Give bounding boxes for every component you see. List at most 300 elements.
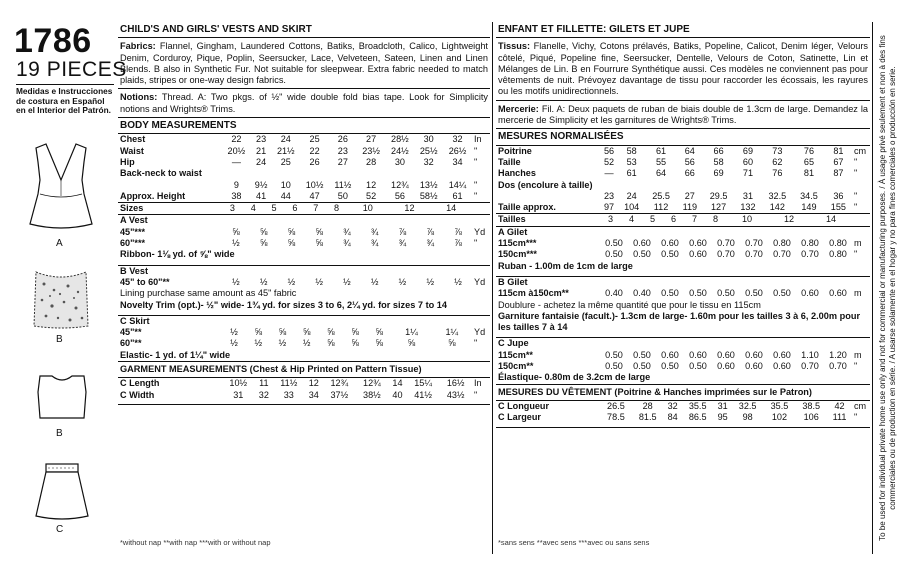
fabrics-text: Flannel, Gingham, Laundered Cottons, Batiks, Broadcloth, Calico, Lightweight Denim, Corduroy, Pique, Poplin, Seersucker, Lace, Velveteen, Sateen, Linen and Linen Blends. B also in Synthetic Fur. Not suitable for sleepwear. Extra fabric needed to match plaids, stripes or one-way design fabrics. bbox=[120, 41, 488, 86]
body-measurements-cell: 27 bbox=[684, 190, 695, 201]
body-measurements-cell: 26 bbox=[309, 156, 320, 167]
body-measurements-unit: " bbox=[854, 168, 858, 179]
body-measurements-cell: 61 bbox=[452, 190, 463, 201]
view-a-yardage-cell: 0.60 bbox=[661, 238, 679, 249]
garment-measurements-cell: 84 bbox=[667, 412, 678, 423]
view-b-yardage-row bbox=[496, 288, 870, 299]
view-c-yardage-cell: ⅝ bbox=[375, 338, 384, 349]
view-b-yardage-unit: m bbox=[854, 288, 862, 299]
body-measurements-cell: 25 bbox=[280, 156, 291, 167]
body-measurements-unit: " bbox=[474, 179, 478, 190]
sizes-unit bbox=[472, 203, 490, 214]
body-measurements-cell: 31 bbox=[742, 190, 754, 201]
view-a-yardage-cell: ⅞ bbox=[398, 226, 407, 237]
view-a-yardage-row bbox=[496, 238, 870, 249]
notions bbox=[496, 101, 870, 129]
body-measurements-cell bbox=[385, 168, 414, 179]
body-measurements-cell: 32 bbox=[423, 156, 434, 167]
body-measurements-cell: 64 bbox=[655, 168, 667, 179]
body-measurements-cell bbox=[251, 168, 272, 179]
view-a-yardage-cell: 0.70 bbox=[717, 249, 735, 260]
garment-measurements-heading: MESURES DU VÊTEMENT (Poitrine & Hanches imprimées sur le Patron) bbox=[496, 384, 870, 401]
body-measurements-row bbox=[496, 191, 870, 202]
view-c-yardage-cell: 0.70 bbox=[829, 361, 847, 372]
view-b-yardage-cell: 0.50 bbox=[661, 288, 679, 299]
body-measurements-cell bbox=[600, 180, 618, 191]
body-measurements-cell: 21 bbox=[256, 145, 267, 156]
view-c-yardage-cell: ⅝ bbox=[254, 327, 263, 338]
view-a-yardage-cell: 0.70 bbox=[717, 238, 735, 249]
body-measurements-cell: 23½ bbox=[362, 145, 380, 156]
garment-measurements-heading: GARMENT MEASUREMENTS (Chest & Hip Printed on Pattern Tissue) bbox=[118, 361, 490, 378]
view-c-heading: C Skirt bbox=[120, 315, 150, 326]
body-measurements-cell bbox=[443, 168, 472, 179]
garment-measurements-cell: 28 bbox=[642, 400, 653, 411]
view-c-yardage-row-label: 150cm** bbox=[498, 361, 534, 372]
body-measurements-table bbox=[496, 146, 870, 214]
view-c-yardage-cell: 0.60 bbox=[717, 349, 735, 360]
body-measurements-cell: 71 bbox=[742, 168, 754, 179]
body-measurements-cell bbox=[329, 168, 357, 179]
body-measurements-cell: 27 bbox=[366, 134, 377, 145]
view-a-yardage-unit: Yd bbox=[474, 226, 486, 237]
garment-measurements-row-label: C Width bbox=[120, 389, 155, 400]
view-a-yardage-cell: 0.80 bbox=[801, 238, 819, 249]
body-measurements-cell: 25½ bbox=[419, 145, 438, 156]
usage-notice-text: To be used for individual private home use only and not for commercial or manufacturing purposes. / À usage privé seulement et non à des fins commerciales ou de production en série. / A usarse solamente en el hogar y no para fines comerciales o producción en serie. bbox=[878, 35, 897, 541]
view-b-yardage-cell: ½ bbox=[454, 276, 462, 287]
body-measurements-cell: 52 bbox=[603, 156, 615, 167]
sizes-row bbox=[118, 203, 490, 214]
body-measurements-row bbox=[118, 146, 490, 157]
body-measurements-cell: 20½ bbox=[227, 145, 246, 156]
size-cell: 10 bbox=[741, 214, 753, 225]
view-c-yardage-unit: " bbox=[474, 338, 478, 349]
size-cell: 14 bbox=[446, 203, 457, 214]
size-cell: 3 bbox=[229, 203, 235, 214]
body-measurements-cell bbox=[300, 168, 329, 179]
view-a-yardage-cell: ⅞ bbox=[426, 226, 435, 237]
body-measurements-cell bbox=[222, 168, 251, 179]
view-b-yardage-cell: 0.40 bbox=[633, 288, 651, 299]
body-measurements-cell: 64 bbox=[684, 145, 695, 156]
body-measurements-cell bbox=[357, 168, 386, 179]
size-cell: 3 bbox=[607, 214, 614, 225]
view-c-label: C bbox=[56, 524, 64, 535]
garment-measurements-cell: 12¾ bbox=[363, 378, 381, 389]
body-measurements-cell bbox=[762, 180, 794, 191]
view-c-yardage-row bbox=[496, 350, 870, 361]
view-c-yardage-table bbox=[496, 350, 870, 373]
body-measurements-cell: 26 bbox=[337, 134, 348, 145]
fabrics-label: Tissus: bbox=[498, 41, 530, 52]
body-measurements-cell: 73 bbox=[772, 145, 783, 156]
view-a-yardage-cell: 0.80 bbox=[773, 238, 791, 249]
garment-measurements-cell: 12¾ bbox=[330, 378, 349, 389]
garment-measurements-cell: 43½ bbox=[446, 389, 465, 400]
body-measurements-row bbox=[118, 180, 490, 191]
garment-measurements-cell: 35.5 bbox=[770, 400, 789, 411]
view-b-yardage-cell: 0.50 bbox=[745, 288, 763, 299]
view-c-yardage-cell: 0.50 bbox=[605, 349, 623, 360]
size-cell: 14 bbox=[825, 214, 837, 225]
body-measurements-cell: 66 bbox=[684, 168, 695, 179]
view-c-yardage-cell: ⅝ bbox=[407, 338, 416, 349]
body-measurements-cell: 47 bbox=[309, 190, 320, 201]
view-c-yardage-unit: Yd bbox=[474, 327, 486, 338]
body-measurements-row-label: Back-neck to waist bbox=[120, 168, 202, 179]
notions-text: Thread. A: Two pkgs. of ½" wide double fold bias tape. Look for Simplicity notions and Wrights® Trims. bbox=[120, 92, 489, 114]
divider bbox=[118, 404, 490, 405]
size-cell: 10 bbox=[362, 203, 373, 214]
view-c-yardage-table bbox=[118, 327, 490, 350]
body-measurements-row bbox=[118, 134, 490, 145]
body-measurements-cell: 23 bbox=[337, 145, 348, 156]
body-measurements-cell: 25 bbox=[309, 134, 320, 145]
view-c-yardage-cell: 0.70 bbox=[801, 361, 819, 372]
view-b-yardage-row-label: 45" to 60"** bbox=[120, 276, 170, 287]
view-b-yardage-cell: ½ bbox=[398, 276, 407, 287]
notions bbox=[118, 89, 490, 117]
garment-measurements-row-label: C Longueur bbox=[498, 400, 550, 411]
garment-measurements-cell: 35.5 bbox=[688, 400, 707, 411]
body-measurements-cell: 11½ bbox=[334, 179, 352, 190]
garment-measurements-cell: 26.5 bbox=[607, 400, 625, 411]
view-b-yardage-cell: 0.50 bbox=[689, 288, 707, 299]
view-b-yardage-cell: 0.60 bbox=[801, 288, 819, 299]
nap-footnote-en: *without nap **with nap ***with or without nap bbox=[120, 538, 271, 547]
garment-measurements-cell: 16½ bbox=[446, 378, 465, 389]
garment-measurements-row bbox=[118, 378, 490, 389]
body-measurements-cell: 9½ bbox=[254, 179, 268, 190]
view-a-yardage-unit: " bbox=[474, 238, 478, 249]
size-cell: 12 bbox=[404, 203, 415, 214]
view-a-yardage-cell: 0.50 bbox=[661, 249, 679, 260]
view-a-yardage-cell: 0.80 bbox=[829, 238, 847, 249]
view-c-yardage-row-label: 60"** bbox=[120, 338, 142, 349]
body-measurements-cell: 132 bbox=[740, 202, 756, 213]
garment-measurements-cell: 14 bbox=[392, 378, 403, 389]
view-a-yardage-unit: " bbox=[854, 249, 858, 260]
view-b-yardage-cell: 0.50 bbox=[717, 288, 735, 299]
view-a-yardage-row bbox=[118, 227, 490, 238]
view-a-yardage-cell: 0.60 bbox=[689, 249, 707, 260]
size-cell: 6 bbox=[670, 214, 677, 225]
body-measurements-cell: 23 bbox=[256, 134, 267, 145]
view-c-yardage-cell: ⅝ bbox=[278, 327, 287, 338]
body-measurements-cell: 62 bbox=[772, 156, 783, 167]
view-b-yardage-cell: ½ bbox=[370, 276, 379, 287]
garment-measurements-cell: 106 bbox=[803, 412, 819, 423]
body-measurements-cell: 97 bbox=[603, 202, 615, 213]
column-title: CHILD'S AND GIRLS' VESTS AND SKIRT bbox=[118, 22, 490, 38]
body-measurements-heading: MESURES NORMALISÉES bbox=[496, 128, 870, 145]
garment-measurements-cell: 10½ bbox=[229, 378, 248, 389]
view-a-yardage-cell: ½ bbox=[232, 238, 240, 249]
view-c-yardage-cell: 0.60 bbox=[745, 361, 763, 372]
column-divider-right bbox=[872, 22, 873, 554]
view-c-yardage-cell: 0.50 bbox=[661, 361, 679, 372]
garment-measurements-cell: 11 bbox=[259, 378, 269, 389]
size-cell: 12 bbox=[783, 214, 795, 225]
garment-measurements-cell: 86.5 bbox=[688, 412, 707, 423]
sizes-table bbox=[118, 203, 490, 214]
body-measurements-cell: 60 bbox=[742, 156, 754, 167]
body-measurements-unit bbox=[472, 168, 490, 179]
body-measurements-cell: 76 bbox=[803, 145, 815, 156]
view-c-yardage-cell: 0.60 bbox=[773, 361, 791, 372]
body-measurements-cell: 69 bbox=[742, 145, 754, 156]
body-measurements-cell bbox=[703, 180, 735, 191]
fabrics-text: Flanelle, Vichy, Cotons prélavés, Batiks, Popeline, Calicot, Denim léger, Velours côtelé, Piqué, Popeline fine, Seersucker, Dentelle, Velours de Coton, Satinette, Lin et Mélanges de Lin. B en Fourrure Synthétique aussi. Ces modèles ne conviennent pas pour vêtements de nuit. Prévoyez davantage de tissu pour raccorder les écossais, les rayures ou les motifs unidirectionnels. bbox=[498, 41, 868, 97]
body-measurements-cell: 56 bbox=[394, 190, 405, 201]
body-measurements-cell: 38 bbox=[231, 190, 242, 201]
ribbon-note: Ribbon- 1⅛ yd. of ⅝" wide bbox=[120, 249, 235, 260]
nap-footnote-fr: *sans sens **avec sens ***avec ou sans sens bbox=[498, 538, 650, 547]
notions-label: Mercerie: bbox=[498, 103, 539, 114]
trim-note: Novelty Trim (opt.)- ½" wide- 1¾ yd. for sizes 3 to 6, 2¼ yd. for sizes 7 to 14 bbox=[120, 299, 448, 310]
view-a-yardage-cell: ⅞ bbox=[454, 238, 462, 249]
view-c-yardage-cell: ⅝ bbox=[327, 338, 335, 349]
body-measurements-cell: 23 bbox=[603, 190, 615, 201]
garment-measurements-cell: 31 bbox=[233, 389, 244, 400]
body-measurements-cell: 28½ bbox=[391, 134, 409, 145]
body-measurements-row-label: Hip bbox=[120, 156, 135, 167]
body-measurements-row bbox=[496, 146, 870, 157]
garment-measurements-cell: 32 bbox=[258, 389, 269, 400]
skirt-sketch-icon bbox=[32, 460, 92, 522]
garment-measurements-cell: 31 bbox=[717, 400, 728, 411]
body-measurements-unit: " bbox=[854, 202, 858, 213]
elastic-note: Élastique- 0.80m de 3.2cm de large bbox=[498, 372, 651, 383]
body-measurements-cell bbox=[825, 180, 852, 191]
garment-measurements-unit: In bbox=[474, 378, 482, 389]
size-cell: 5 bbox=[271, 203, 277, 214]
fabrics bbox=[496, 38, 870, 99]
body-measurements-cell: 41 bbox=[256, 190, 267, 201]
body-measurements-cell: 24 bbox=[626, 190, 637, 201]
body-measurements-cell bbox=[677, 180, 703, 191]
divider bbox=[496, 427, 870, 428]
garment-measurements-row bbox=[496, 401, 870, 412]
view-a-yardage-cell: ¾ bbox=[343, 238, 351, 249]
body-measurements-cell: 12 bbox=[366, 179, 377, 190]
garment-measurements-unit: " bbox=[854, 412, 858, 423]
garment-measurements-cell: 32 bbox=[667, 400, 678, 411]
garment-measurements-row bbox=[118, 390, 490, 401]
body-measurements-cell: 21½ bbox=[276, 145, 295, 156]
size-cell: 8 bbox=[712, 214, 719, 225]
body-measurements-cell: 24 bbox=[280, 134, 291, 145]
body-measurements-cell: 66 bbox=[713, 145, 724, 156]
garment-measurements-cell: 42 bbox=[834, 400, 845, 411]
view-a-yardage-row bbox=[118, 238, 490, 249]
body-measurements-cell: 65 bbox=[803, 156, 815, 167]
view-b-yardage-cell: ½ bbox=[287, 276, 296, 287]
pattern-number: 1786 bbox=[14, 22, 92, 60]
view-a-yardage-cell: 0.60 bbox=[633, 238, 651, 249]
sizes-label: Tailles bbox=[498, 214, 526, 225]
view-b-yardage-cell: ½ bbox=[426, 276, 435, 287]
body-measurements-cell: 34 bbox=[452, 156, 463, 167]
body-measurements-row-label: Taille bbox=[498, 156, 521, 167]
view-c-yardage-cell: 1¼ bbox=[445, 327, 459, 338]
body-measurements-cell: 36 bbox=[833, 190, 844, 201]
view-a-yardage-row-label: 150cm*** bbox=[498, 249, 537, 260]
size-cell: 7 bbox=[691, 214, 698, 225]
view-c-yardage-row-label: 115cm** bbox=[498, 349, 533, 360]
view-a-yardage-cell: ⅝ bbox=[232, 226, 240, 237]
view-c-yardage-cell: ⅝ bbox=[351, 338, 359, 349]
body-measurements-cell: 58½ bbox=[419, 190, 438, 201]
piece-count: 19 PIECES bbox=[16, 58, 127, 81]
view-b-yardage-row-label: 115cm à150cm** bbox=[498, 288, 569, 299]
garment-measurements-cell: 33 bbox=[283, 389, 294, 400]
body-measurements-row-label: Hanches bbox=[498, 168, 536, 179]
view-a-yardage-cell: 0.80 bbox=[829, 249, 847, 260]
garment-measurements-table bbox=[496, 401, 870, 424]
view-c-yardage-cell: ⅝ bbox=[327, 327, 335, 338]
ribbon-note: Ruban - 1.00m de 1cm de large bbox=[498, 260, 633, 271]
notions-text: Fil. A: Deux paquets de ruban de biais double de 1.3cm de large. Demandez la mercerie de Simplicity et les garnitures de Wrights® Trims. bbox=[498, 103, 868, 126]
view-a-yardage-cell: 0.70 bbox=[745, 238, 763, 249]
body-measurements-cell: 25.5 bbox=[652, 190, 670, 201]
view-b-back-label: B bbox=[56, 428, 63, 439]
size-cell: 4 bbox=[628, 214, 635, 225]
view-c-yardage-cell: ½ bbox=[254, 338, 263, 349]
body-measurements-cell: 9 bbox=[233, 179, 239, 190]
body-measurements-cell bbox=[793, 180, 825, 191]
body-measurements-cell: 26½ bbox=[448, 145, 467, 156]
body-measurements-unit bbox=[852, 180, 870, 191]
size-cell: 6 bbox=[292, 203, 298, 214]
view-c-yardage-cell: 0.50 bbox=[689, 361, 707, 372]
body-measurements-cell: 44 bbox=[280, 190, 291, 201]
column-divider bbox=[492, 22, 493, 554]
size-cell: 7 bbox=[313, 203, 319, 214]
fur-vest-sketch-icon bbox=[30, 268, 92, 332]
trim-note: Garniture fantaisie (facult.)- 1.3cm de large- 1.60m pour les tailles 3 à 6, 2.00m pour les tailles 7 à 14 bbox=[498, 310, 861, 333]
view-b-label: B bbox=[56, 334, 63, 345]
garment-measurements-cell: 78.5 bbox=[607, 412, 625, 423]
body-measurements-row bbox=[496, 157, 870, 168]
view-c-yardage-cell: ½ bbox=[230, 327, 238, 338]
garment-measurements-cell: 81.5 bbox=[638, 412, 657, 423]
body-measurements-cell: 22 bbox=[231, 134, 242, 145]
view-b-yardage-cell: 0.50 bbox=[773, 288, 791, 299]
body-measurements-unit: cm bbox=[854, 145, 867, 156]
view-a-yardage-cell: 0.70 bbox=[745, 249, 763, 260]
view-b-yardage-table bbox=[118, 277, 490, 288]
view-c-heading: C Jupe bbox=[498, 338, 529, 349]
elastic-note: Elastic- 1 yd. of 1¼" wide bbox=[120, 349, 231, 360]
view-c-yardage-cell: ⅝ bbox=[448, 338, 456, 349]
view-c-yardage-cell: 1.20 bbox=[829, 349, 847, 360]
body-measurements-row-label: Waist bbox=[120, 145, 144, 156]
view-c-yardage-unit: " bbox=[854, 361, 858, 372]
garment-measurements-cell: 38½ bbox=[363, 389, 381, 400]
body-measurements-cell bbox=[645, 180, 677, 191]
garment-measurements-cell: 40 bbox=[392, 389, 403, 400]
garment-measurements-unit: cm bbox=[854, 400, 867, 411]
body-measurements-cell: 22 bbox=[309, 145, 320, 156]
body-measurements-cell: 27 bbox=[337, 156, 348, 167]
view-b-yardage-cell: ½ bbox=[259, 276, 268, 287]
view-a-yardage-row-label: 60"*** bbox=[120, 238, 146, 249]
view-a-yardage-cell: 0.50 bbox=[605, 249, 623, 260]
view-c-yardage-cell: ½ bbox=[230, 338, 238, 349]
body-measurements-cell: 14¼ bbox=[448, 179, 467, 190]
body-measurements-heading: BODY MEASUREMENTS bbox=[118, 117, 490, 134]
body-measurements-cell: 56 bbox=[603, 145, 615, 156]
fabrics-label: Fabrics: bbox=[120, 41, 156, 52]
view-c-yardage-cell: 0.60 bbox=[717, 361, 735, 372]
garment-measurements-cell: 37½ bbox=[330, 389, 349, 400]
view-a-yardage-cell: ⅝ bbox=[287, 238, 296, 249]
spanish-instructions-note: Medidas e Instrucciones de costura en Español en el Interior del Patrón. bbox=[16, 86, 113, 115]
view-a-yardage-row-label: 115cm*** bbox=[498, 238, 537, 249]
body-measurements-cell: 13½ bbox=[419, 179, 438, 190]
garment-measurements-cell: 34 bbox=[308, 389, 319, 400]
view-c-yardage-cell: 0.60 bbox=[689, 349, 707, 360]
view-c-yardage-row bbox=[118, 338, 490, 349]
body-measurements-unit: In bbox=[474, 134, 482, 145]
view-c-yardage-unit: m bbox=[854, 349, 862, 360]
garment-measurements-cell: 95 bbox=[717, 412, 728, 423]
view-c-yardage-cell: 1¼ bbox=[405, 327, 418, 338]
body-measurements-row bbox=[496, 168, 870, 179]
body-measurements-cell: — bbox=[604, 168, 614, 179]
view-b-yardage-cell: ½ bbox=[232, 276, 240, 287]
view-a-yardage-cell: ¾ bbox=[426, 238, 435, 249]
view-a-yardage-row-label: 45"*** bbox=[120, 226, 146, 237]
view-b-yardage-cell: ½ bbox=[315, 276, 323, 287]
body-measurements-cell: 34.5 bbox=[800, 190, 818, 201]
view-c-yardage-cell: 0.60 bbox=[745, 349, 763, 360]
body-measurements-cell: 50 bbox=[337, 190, 348, 201]
view-b-yardage-cell: 0.60 bbox=[829, 288, 847, 299]
sizes-row bbox=[496, 214, 870, 225]
column-title: ENFANT ET FILLETTE: GILETS ET JUPE bbox=[496, 22, 870, 38]
body-measurements-cell: 32 bbox=[452, 134, 463, 145]
body-measurements-cell: 112 bbox=[653, 202, 669, 213]
view-c-yardage-cell: ½ bbox=[278, 338, 287, 349]
view-a-yardage-cell: 0.70 bbox=[801, 249, 819, 260]
garment-measurements-row-label: C Length bbox=[120, 378, 160, 389]
body-measurements-row bbox=[118, 157, 490, 168]
view-a-yardage-cell: ⅝ bbox=[287, 226, 296, 237]
view-b-heading: B Gilet bbox=[498, 276, 528, 287]
view-c-yardage-cell: ⅝ bbox=[302, 327, 311, 338]
body-measurements-row-label: Dos (encolure à taille) bbox=[498, 179, 593, 190]
body-measurements-unit: " bbox=[854, 190, 858, 201]
vest-a-sketch-icon bbox=[28, 140, 94, 236]
notions-label: Notions: bbox=[120, 92, 158, 103]
body-measurements-cell: 12¾ bbox=[391, 179, 409, 190]
view-a-yardage-cell: ⅞ bbox=[454, 226, 462, 237]
garment-measurements-row bbox=[496, 412, 870, 423]
body-measurements-cell: 69 bbox=[713, 168, 724, 179]
view-c-yardage-cell: 0.50 bbox=[633, 349, 651, 360]
view-a-heading: A Vest bbox=[120, 215, 148, 226]
body-measurements-cell: — bbox=[231, 156, 241, 167]
body-measurements-row-label: Poitrine bbox=[498, 145, 532, 156]
garment-measurements-cell: 102 bbox=[771, 412, 788, 423]
body-measurements-cell: 155 bbox=[830, 202, 846, 213]
view-c-yardage-cell: 1.10 bbox=[801, 349, 819, 360]
vest-b-back-sketch-icon bbox=[32, 372, 92, 424]
garment-measurements-cell: 12 bbox=[308, 378, 319, 389]
